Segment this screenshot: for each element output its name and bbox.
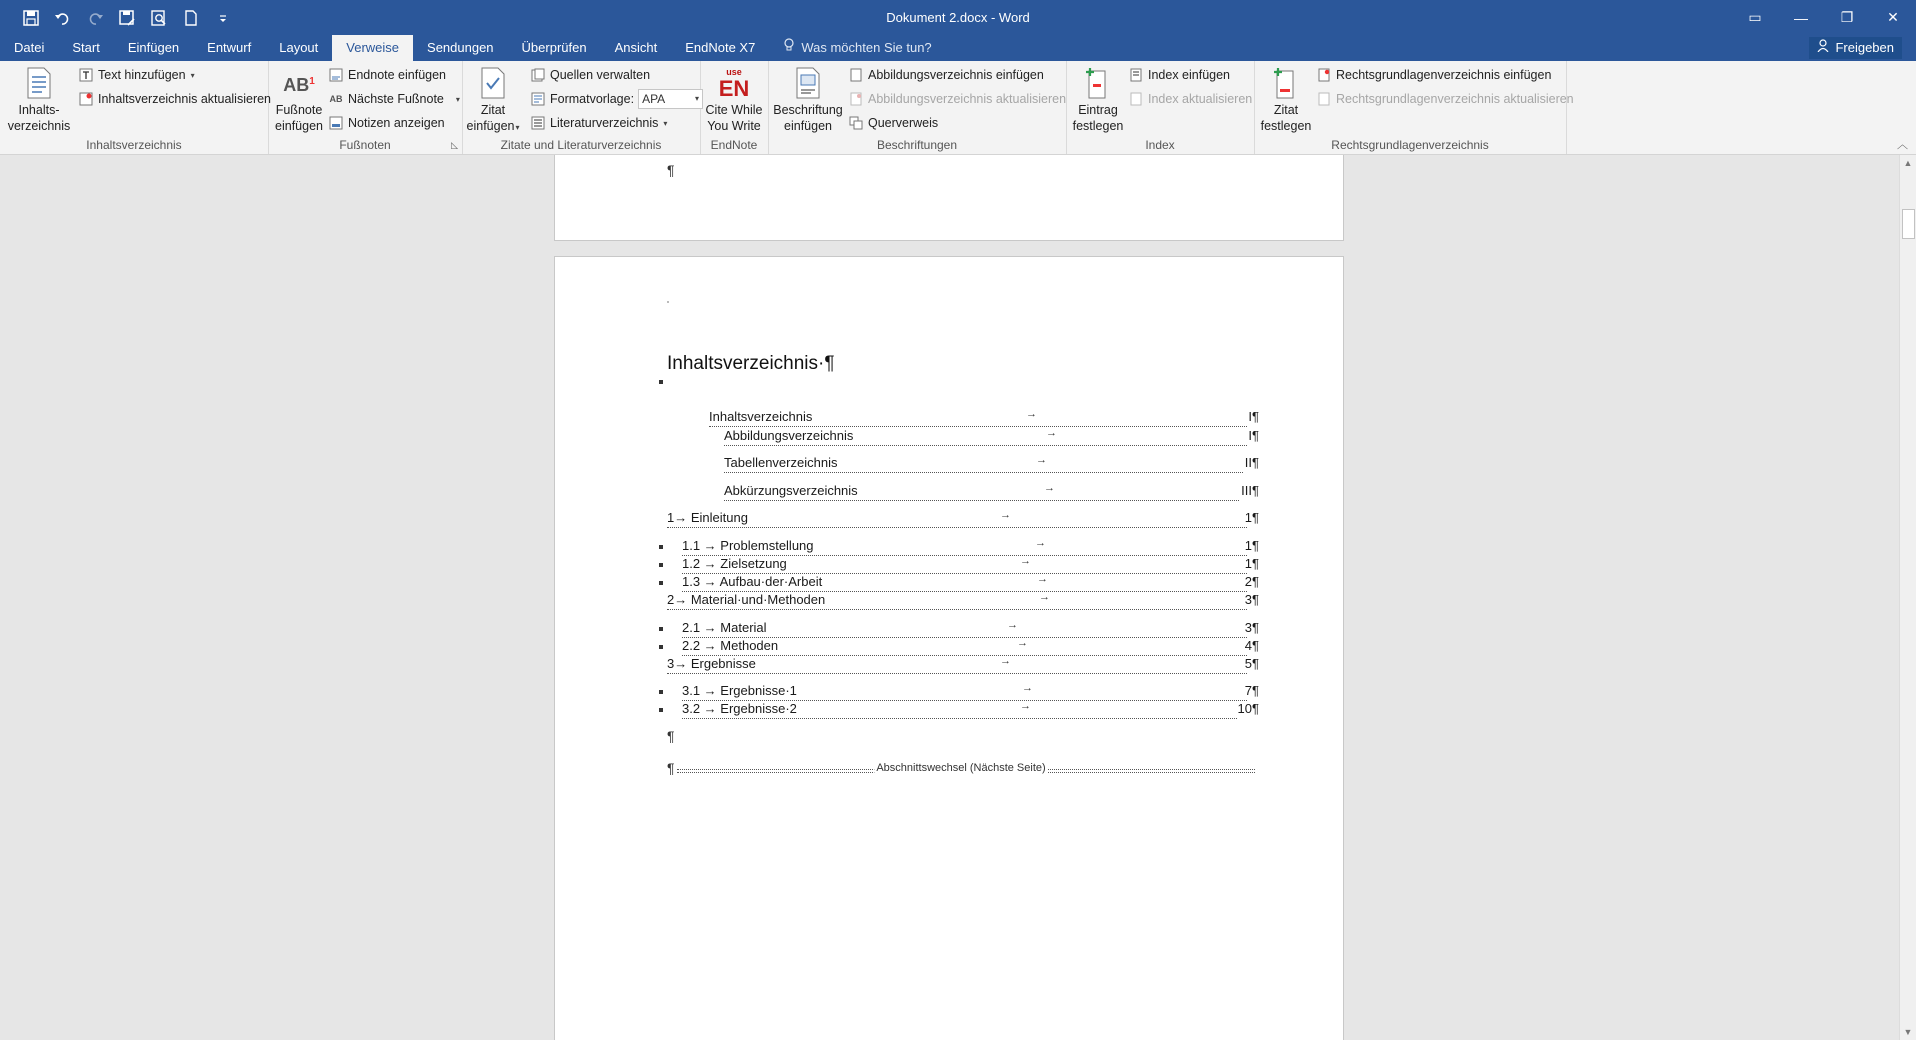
add-text-label: Text hinzufügen: [98, 68, 186, 82]
tab-arrow-icon: →: [1039, 591, 1050, 603]
toc-entry-page: 1¶: [1244, 538, 1259, 553]
update-index-label: Index aktualisieren: [1148, 92, 1253, 106]
toc-label-line1: Inhalts-: [18, 103, 60, 117]
update-toa-label: Rechtsgrundlagenverzeichnis aktualisieren: [1336, 92, 1574, 106]
insert-index-button[interactable]: [1128, 64, 1230, 86]
group-footnotes: [268, 61, 463, 154]
toc-entry-page: 3¶: [1244, 620, 1259, 635]
toc-entry[interactable]: [667, 656, 1259, 674]
group-label-footnotes: Fußnoten: [339, 138, 391, 152]
citation-label-line1: Zitat: [480, 103, 506, 117]
toc-entry[interactable]: [667, 510, 1259, 528]
update-index-icon: [1128, 91, 1144, 107]
paragraph-mark: ¶: [667, 760, 675, 776]
mark-entry-label-line1: Eintrag: [1078, 103, 1118, 117]
tab-arrow-icon: →: [1000, 509, 1011, 521]
lightbulb-icon: [783, 35, 795, 61]
group-endnote: [700, 61, 769, 154]
tell-me-box[interactable]: [769, 35, 945, 61]
update-toc-button[interactable]: [78, 88, 271, 110]
toc-entry-page: I¶: [1248, 428, 1259, 443]
scroll-up-icon[interactable]: ▲: [1903, 158, 1913, 168]
group-table-of-authorities: [1254, 61, 1574, 154]
toc-heading: Inhaltsverzeichnis·¶: [667, 353, 835, 374]
minimize-icon[interactable]: —: [1794, 9, 1808, 26]
toc-entry-label: 2→ Material·und·Methoden: [667, 592, 826, 607]
tab-ueberpruefen[interactable]: Überprüfen: [521, 40, 587, 55]
mark-citation-label-line2: festlegen: [1260, 119, 1312, 133]
bullet-mark: [659, 690, 663, 694]
toc-entry[interactable]: [724, 483, 1259, 501]
toc-entry-label: 3.1 → Ergebnisse·1: [682, 683, 797, 698]
tab-arrow-icon: →: [1017, 637, 1028, 649]
add-text-button[interactable]: [78, 64, 195, 86]
restore-icon[interactable]: ❐: [1840, 9, 1854, 25]
group-captions: [768, 61, 1067, 154]
tab-arrow-icon: →: [1046, 427, 1057, 439]
group-label-toa: Rechtsgrundlagenverzeichnis: [1331, 138, 1489, 152]
tab-arrow-icon: →: [1037, 573, 1048, 585]
mark-citation-label-line1: Zitat: [1273, 103, 1299, 117]
table-of-contents-icon: [23, 65, 55, 101]
toc-entry-label: Abbildungsverzeichnis: [724, 428, 854, 443]
tab-arrow-icon: →: [1044, 482, 1055, 494]
update-tof-label: Abbildungsverzeichnis aktualisieren: [868, 92, 1067, 106]
add-text-icon: [78, 67, 94, 83]
insert-toa-icon: [1316, 67, 1332, 83]
footnote-label-line2: einfügen: [275, 119, 323, 133]
toc-entry-label: 1.3 → Aufbau·der·Arbeit: [682, 574, 823, 589]
toc-entry[interactable]: [682, 574, 1259, 592]
collapse-ribbon-icon[interactable]: ︿: [1897, 139, 1908, 151]
tab-arrow-icon: →: [1022, 682, 1033, 694]
bullet-mark: [659, 627, 663, 631]
update-toc-label: Inhaltsverzeichnis aktualisieren: [98, 92, 272, 106]
show-notes-icon: [328, 115, 344, 131]
tab-datei[interactable]: Datei: [14, 40, 45, 55]
insert-index-label: Index einfügen: [1148, 68, 1231, 82]
manage-sources-button[interactable]: [530, 64, 650, 86]
toc-entry-label: 2.2 → Methoden: [682, 638, 779, 653]
next-footnote-icon: AB: [329, 94, 343, 104]
tab-arrow-icon: →: [1026, 408, 1037, 420]
toc-entry[interactable]: [724, 455, 1259, 473]
chevron-down-icon: ▾: [695, 94, 700, 103]
share-label: Freigeben: [1835, 40, 1894, 55]
insert-toa-label: Rechtsgrundlagenverzeichnis einfügen: [1336, 68, 1552, 82]
tab-arrow-icon: →: [1036, 454, 1047, 466]
update-toa-icon: [1316, 91, 1332, 107]
mark-citation-button[interactable]: [1258, 65, 1314, 134]
toc-entry[interactable]: [667, 592, 1259, 610]
toc-entry-page: 1¶: [1244, 510, 1259, 525]
insert-footnote-button[interactable]: [274, 65, 324, 134]
toc-entry-label: 1.2 → Zielsetzung: [682, 556, 787, 571]
insert-tof-label: Abbildungsverzeichnis einfügen: [868, 68, 1044, 82]
ribbon-tab-bar: [0, 35, 1916, 61]
toc-label-line2: verzeichnis: [7, 119, 71, 133]
citation-label-line2: einfügen▾: [466, 119, 520, 133]
bibliography-icon: [530, 115, 546, 131]
person-icon: [1817, 37, 1829, 59]
tell-me-text: Was möchten Sie tun?: [801, 40, 932, 55]
tab-arrow-icon: →: [1020, 700, 1031, 712]
update-table-of-figures-button[interactable]: [848, 88, 1066, 110]
manage-sources-icon: [530, 67, 546, 83]
toc-entry[interactable]: [709, 409, 1259, 427]
tab-arrow-icon: →: [1020, 555, 1031, 567]
toc-entry-page: 1¶: [1244, 556, 1259, 571]
ribbon-display-options-icon[interactable]: ▭: [1748, 9, 1762, 25]
tab-sendungen[interactable]: Sendungen: [427, 40, 494, 55]
toc-entry-label: 3.2 → Ergebnisse·2: [682, 701, 797, 716]
group-label-toc: Inhaltsverzeichnis: [86, 138, 182, 152]
cursor-mark: [667, 301, 669, 303]
tab-entwurf[interactable]: Entwurf: [207, 40, 252, 55]
show-notes-label: Notizen anzeigen: [348, 116, 445, 130]
tab-arrow-icon: →: [1035, 537, 1046, 549]
bullet-mark: [659, 545, 663, 549]
paragraph-mark: ¶: [667, 728, 675, 744]
toc-entry[interactable]: [682, 556, 1259, 574]
share-button[interactable]: [1809, 37, 1902, 59]
cite-while-you-write-button[interactable]: [704, 65, 764, 134]
caption-label-line1: Beschriftung: [773, 103, 843, 117]
group-index: [1066, 61, 1255, 154]
vertical-scrollbar[interactable]: [1899, 155, 1916, 1040]
insert-endnote-button[interactable]: [328, 64, 446, 86]
toc-entry-label: 1→ Einleitung: [667, 510, 748, 525]
toc-entry[interactable]: [682, 538, 1259, 556]
section-break: [667, 762, 1255, 778]
insert-toa-button[interactable]: [1316, 64, 1551, 86]
toc-entry-page: II¶: [1244, 455, 1259, 470]
cross-reference-label: Querverweis: [868, 116, 939, 130]
footnote-icon: $AB^1$: [283, 74, 315, 95]
toc-entry-label: Abkürzungsverzeichnis: [724, 483, 858, 498]
group-citations: [462, 61, 701, 154]
toc-entry-page: 5¶: [1244, 656, 1259, 671]
style-select[interactable]: [638, 89, 703, 109]
bibliography-label: Literaturverzeichnis: [550, 116, 659, 130]
group-label-citations: Zitate und Literaturverzeichnis: [500, 138, 662, 152]
mark-citation-icon: [1270, 65, 1302, 101]
toc-entry[interactable]: [682, 701, 1259, 719]
group-table-of-contents: [0, 61, 272, 154]
manage-sources-label: Quellen verwalten: [550, 68, 651, 82]
page-current[interactable]: [554, 256, 1344, 1040]
chevron-down-icon[interactable]: ▾: [455, 94, 460, 104]
group-label-captions: Beschriftungen: [876, 138, 958, 152]
style-row: [530, 88, 703, 110]
insert-citation-icon: [477, 65, 509, 101]
toc-entry-label: 2.1 → Material: [682, 620, 767, 635]
cwyw-label-line1: Cite While: [705, 103, 763, 117]
style-select-value: APA: [642, 92, 666, 106]
insert-caption-icon: [792, 65, 824, 101]
mark-entry-button[interactable]: [1070, 65, 1126, 134]
footnote-label-line1: Fußnote: [275, 103, 323, 117]
caption-label-line2: einfügen: [784, 119, 832, 133]
bullet-mark: [659, 708, 663, 712]
toc-entry-label: 1.1 → Problemstellung: [682, 538, 814, 553]
tab-start[interactable]: Start: [72, 40, 100, 55]
insert-index-icon: [1128, 67, 1144, 83]
toc-entry[interactable]: [682, 638, 1259, 656]
mark-entry-icon: [1082, 65, 1114, 101]
page-previous[interactable]: [554, 155, 1344, 241]
update-toa-button[interactable]: [1316, 88, 1574, 110]
bibliography-button[interactable]: [530, 112, 667, 134]
window-title: Dokument 2.docx - Word: [886, 10, 1030, 25]
toc-entry[interactable]: [724, 428, 1259, 446]
scroll-down-icon[interactable]: ▼: [1903, 1027, 1913, 1037]
scrollbar-thumb[interactable]: [1902, 209, 1915, 239]
tab-arrow-icon: →: [1000, 655, 1011, 667]
endnote-logo-icon: use EN: [718, 66, 750, 101]
cross-reference-icon: [848, 115, 864, 131]
toc-entry[interactable]: [682, 620, 1259, 638]
toc-entry-label: Inhaltsverzeichnis: [709, 409, 813, 424]
endnote-icon: [328, 67, 344, 83]
toc-button[interactable]: [4, 65, 74, 134]
footnote-dialog-launcher-icon[interactable]: ◺: [451, 140, 458, 150]
show-notes-button[interactable]: [328, 112, 445, 134]
tab-ansicht[interactable]: Ansicht: [614, 40, 658, 55]
tab-layout[interactable]: Layout: [279, 40, 319, 55]
toc-entry-label: 3→ Ergebnisse: [667, 656, 756, 671]
style-label: Formatvorlage:: [550, 92, 635, 106]
group-label-index: Index: [1145, 138, 1175, 152]
insert-table-of-figures-button[interactable]: [848, 64, 1044, 86]
toc-entry-label: Tabellenverzeichnis: [724, 455, 838, 470]
style-icon: [530, 91, 546, 107]
mark-entry-label-line2: festlegen: [1072, 119, 1124, 133]
toc-entry-page: 2¶: [1244, 574, 1259, 589]
cross-reference-button[interactable]: [848, 112, 938, 134]
chevron-down-icon: ▾: [663, 118, 668, 128]
paragraph-mark: ¶: [667, 162, 675, 178]
update-table-icon: [78, 91, 94, 107]
bullet-mark: [659, 645, 663, 649]
toc-entry-page: 4¶: [1244, 638, 1259, 653]
bullet-mark: [659, 581, 663, 585]
bullet-mark: [659, 563, 663, 567]
cwyw-label-line2: You Write: [707, 119, 761, 133]
section-break-label: Abschnittswechsel (Nächste Seite): [876, 762, 1046, 774]
table-of-figures-icon: [848, 67, 864, 83]
close-icon[interactable]: ✕: [1887, 9, 1899, 25]
ribbon: [0, 61, 1916, 155]
toc-entry-page: I¶: [1248, 409, 1259, 424]
document-area[interactable]: [0, 155, 1900, 1040]
tab-einfuegen[interactable]: Einfügen: [127, 40, 180, 55]
insert-citation-button[interactable]: [468, 65, 518, 136]
tab-endnote[interactable]: EndNote X7: [685, 40, 756, 55]
tab-arrow-icon: →: [1007, 619, 1018, 631]
toc-entry-page: III¶: [1241, 483, 1259, 498]
window-controls: [1732, 0, 1916, 35]
next-footnote-label: Nächste Fußnote: [348, 92, 444, 106]
insert-caption-button[interactable]: [774, 65, 842, 134]
next-footnote-button[interactable]: [328, 88, 460, 110]
insert-endnote-label: Endnote einfügen: [348, 68, 447, 82]
title-bar: [0, 0, 1916, 35]
bullet-mark: [659, 380, 663, 384]
tab-verweise[interactable]: Verweise: [332, 35, 413, 61]
toc-entry[interactable]: [682, 683, 1259, 701]
chevron-down-icon: ▾: [190, 70, 195, 80]
toc-entry-page: 10¶: [1237, 701, 1259, 716]
toc-entry-page: 7¶: [1244, 683, 1259, 698]
update-index-button[interactable]: [1128, 88, 1252, 110]
group-label-endnote: EndNote: [710, 138, 758, 152]
toc-entry-page: 3¶: [1244, 592, 1259, 607]
update-tof-icon: [848, 91, 864, 107]
